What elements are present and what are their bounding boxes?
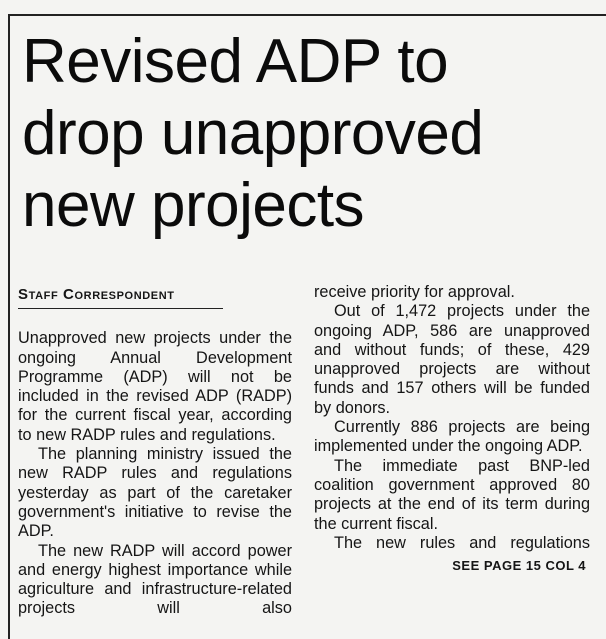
top-border-rule	[8, 14, 606, 16]
article-column-left	[18, 281, 292, 619]
paragraph-new-rules: The new rules and regulations	[334, 533, 590, 552]
paragraph-bnp-approval: The immediate past BNP-led coalition government approved 80 projects at the end of its term during the current fiscal.	[314, 456, 590, 533]
headline-line-3: new projects	[22, 171, 365, 240]
paragraph-continuation: receive priority for approval.	[314, 283, 515, 301]
paragraph-implemented: Currently 886 projects are being implemented under the ongoing ADP.	[314, 418, 590, 456]
paragraph-ministry: The planning ministry issued the new RADP rules and regulations yesterday as part of the caretaker government's initiative to revise the ADP.	[18, 445, 292, 541]
headline-line-1: Revised ADP to	[22, 27, 449, 96]
jump-line: SEE PAGE 15 COL 4	[452, 558, 586, 574]
paragraph-intro: Unapproved new projects under the ongoing Annual Development Programme (ADP) will not be included in the revised ADP (RADP) for the current fiscal year, according to new RADP rules and regulations.	[18, 329, 292, 444]
paragraph-project-counts: Out of 1,472 projects under the ongoing ADP, 586 are unapproved and without funds; of these, 429 unapproved projects are without funds and 157 others will be funded by donors.	[314, 302, 590, 417]
article-column-right	[314, 283, 590, 575]
headline-line-2: drop unapproved	[22, 99, 484, 168]
left-border-rule	[8, 14, 10, 639]
paragraph-priorities: The new RADP will accord power and energy highest importance while agriculture and infrastructure-related projects will also	[18, 541, 292, 618]
headline	[22, 26, 592, 242]
byline: Staff Correspondent	[18, 285, 223, 309]
